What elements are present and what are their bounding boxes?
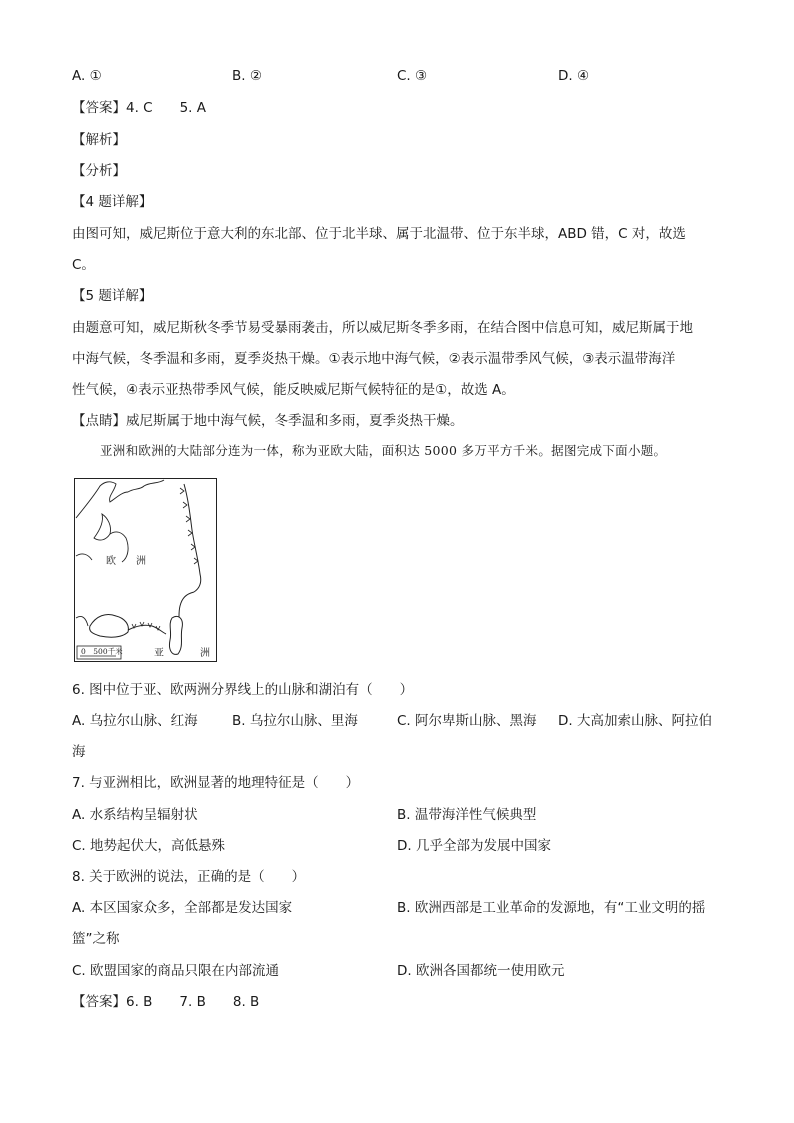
- q8-option-a: A. 本区国家众多，全部都是发达国家: [72, 900, 293, 916]
- q6-option-d: D. 大高加索山脉、阿拉伯: [558, 713, 712, 729]
- dianjing-line: [72, 411, 464, 431]
- q8-option-b: B. 欧洲西部是工业革命的发源地，有“工业文明的摇: [397, 900, 706, 916]
- q7-option-a: A. 水系结构呈辐射状: [72, 807, 198, 823]
- option-b: B. ②: [232, 68, 262, 84]
- answer-label: 【答案】: [72, 100, 126, 116]
- answer2-text: 6. B 7. B 8. B: [126, 994, 260, 1010]
- option-a: A. ①: [72, 68, 102, 84]
- q7-option-b: B. 温带海洋性气候典型: [397, 807, 537, 823]
- q4-line-2: C。: [72, 257, 95, 273]
- passage-intro: 亚洲和欧洲的大陆部分连为一体，称为亚欧大陆，面积达 5000 多万平方千米。据图完成下面小题。: [100, 443, 667, 458]
- map-label-asia: 亚: [154, 648, 164, 659]
- q5-line-3: 性气候，④表示亚热带季风气候，能反映威尼斯气候特征的是①，故选 A。: [72, 382, 515, 398]
- q4-heading: 【4 题详解】: [72, 194, 153, 210]
- q5-line-2: 中海气候，冬季温和多雨，夏季炎热干燥。①表示地中海气候，②表示温带季风气候，③表示温带海洋: [72, 351, 676, 367]
- q6-option-b: B. 乌拉尔山脉、里海: [232, 713, 358, 729]
- q5-line-1: 由题意可知，威尼斯秋冬季节易受暴雨袭击，所以威尼斯冬季多雨，在结合图中信息可知，威尼斯属于地: [72, 320, 693, 336]
- q8-option-c: C. 欧盟国家的商品只限在内部流通: [72, 963, 280, 979]
- q5-heading: 【5 题详解】: [72, 288, 153, 304]
- q8-option-d: D. 欧洲各国都统一使用欧元: [397, 963, 565, 979]
- map-label-zhou: 洲: [200, 648, 210, 659]
- map-scale: 0 500千米: [81, 647, 123, 656]
- answer-line-2: [72, 992, 259, 1012]
- dianjing-label: 【点睛】: [72, 413, 126, 429]
- q8-wrap: 篮”之称: [72, 931, 120, 947]
- option-d: D. ④: [558, 68, 590, 84]
- answer2-label: 【答案】: [72, 994, 126, 1010]
- europe-map: [74, 478, 217, 662]
- q4-line-1: 由图可知，威尼斯位于意大利的东北部、位于北半球、属于北温带、位于东半球，ABD 错，C 对，故选: [72, 226, 686, 242]
- fenxi-heading: 【分析】: [72, 163, 126, 179]
- jiexi-heading: 【解析】: [72, 132, 126, 148]
- q7-option-c: C. 地势起伏大，高低悬殊: [72, 838, 226, 854]
- q6-wrap: 海: [72, 744, 86, 760]
- q7-option-d: D. 几乎全部为发展中国家: [397, 838, 551, 854]
- answer-text: 4. C 5. A: [126, 100, 207, 116]
- q6-option-a: A. 乌拉尔山脉、红海: [72, 713, 198, 729]
- option-c: C. ③: [397, 68, 428, 84]
- q7-stem: 7. 与亚洲相比，欧洲显著的地理特征是（ ）: [72, 775, 360, 791]
- q6-stem: 6. 图中位于亚、欧两洲分界线上的山脉和湖泊有（ ）: [72, 682, 414, 698]
- q6-option-c: C. 阿尔卑斯山脉、黑海: [397, 713, 537, 729]
- dianjing-text: 威尼斯属于地中海气候，冬季温和多雨，夏季炎热干燥。: [126, 413, 464, 429]
- answer-line-1: [72, 98, 206, 118]
- q8-stem: 8. 关于欧洲的说法，正确的是（ ）: [72, 869, 306, 885]
- map-label-europe: 欧 洲: [106, 556, 146, 567]
